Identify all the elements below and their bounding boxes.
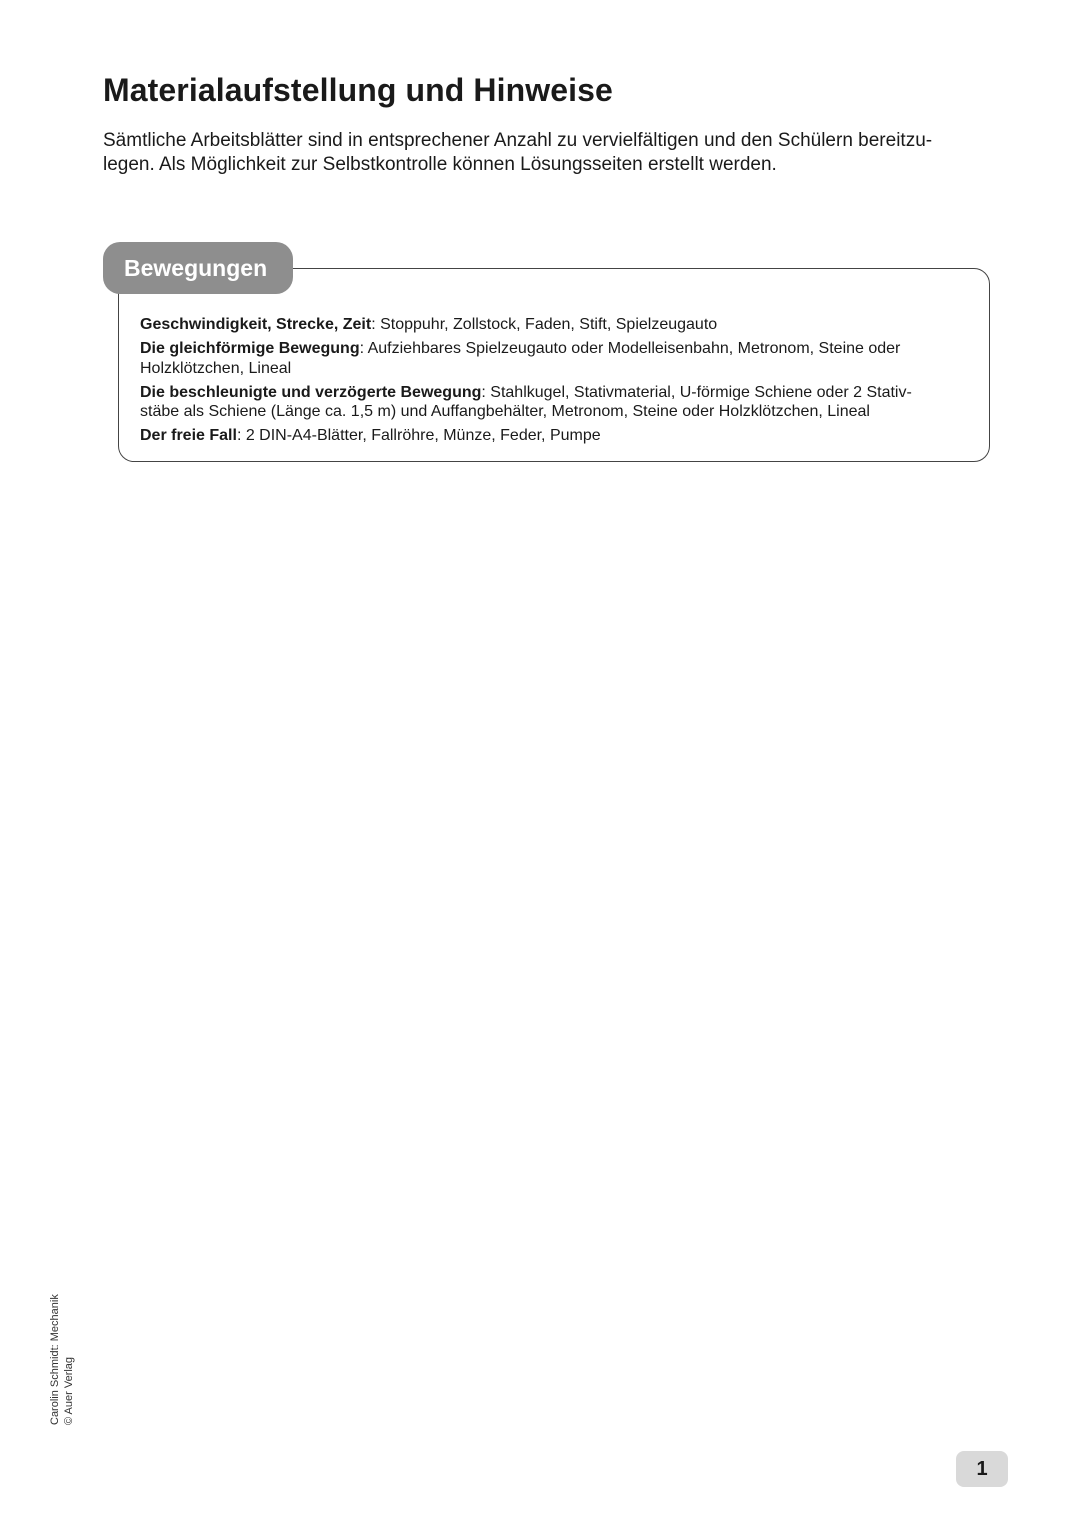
item-materials: : Stoppuhr, Zollstock, Faden, Stift, Spielzeugauto: [371, 316, 718, 333]
intro-paragraph: [103, 129, 1003, 177]
page-number: 1: [956, 1451, 1008, 1487]
item-materials-continued: Holzklötzchen, Lineal: [140, 359, 292, 377]
list-item: [140, 315, 970, 335]
item-term: Der freie Fall: [140, 427, 237, 444]
item-materials-continued: stäbe als Schiene (Länge ca. 1,5 m) und Auffangbehälter, Metronom, Steine oder Holzklötzchen, Lineal: [140, 403, 870, 420]
credit-author: Carolin Schmidt: Mechanik: [49, 1294, 61, 1425]
credit-publisher: © Auer Verlag: [63, 1356, 75, 1425]
list-item: [140, 426, 970, 446]
side-credit: [48, 1294, 76, 1425]
item-term: Geschwindigkeit, Strecke, Zeit: [140, 316, 372, 333]
list-item: [140, 339, 970, 378]
section-label-bewegungen: Bewegungen: [103, 242, 293, 294]
intro-line: legen. Als Möglichkeit zur Selbstkontrolle können Lösungsseiten erstellt werden.: [103, 154, 777, 175]
item-materials: : 2 DIN-A4-Blätter, Fallröhre, Münze, Feder, Pumpe: [236, 427, 601, 444]
item-materials: : Aufziehbares Spielzeugauto oder Modelleisenbahn, Metronom, Steine oder: [359, 340, 901, 357]
page-title: Materialaufstellung und Hinweise: [103, 72, 613, 108]
item-materials: : Stahlkugel, Stativmaterial, U-förmige Schiene oder 2 Stativ-: [481, 383, 912, 401]
item-term: Die gleichförmige Bewegung: [140, 340, 360, 357]
materials-list: [140, 315, 970, 450]
intro-line: Sämtliche Arbeitsblätter sind in entsprechener Anzahl zu vervielfältigen und den Schülern bereitzu-: [103, 130, 933, 151]
item-term: Die beschleunigte und verzögerte Bewegung: [140, 383, 482, 401]
list-item: [140, 383, 970, 422]
